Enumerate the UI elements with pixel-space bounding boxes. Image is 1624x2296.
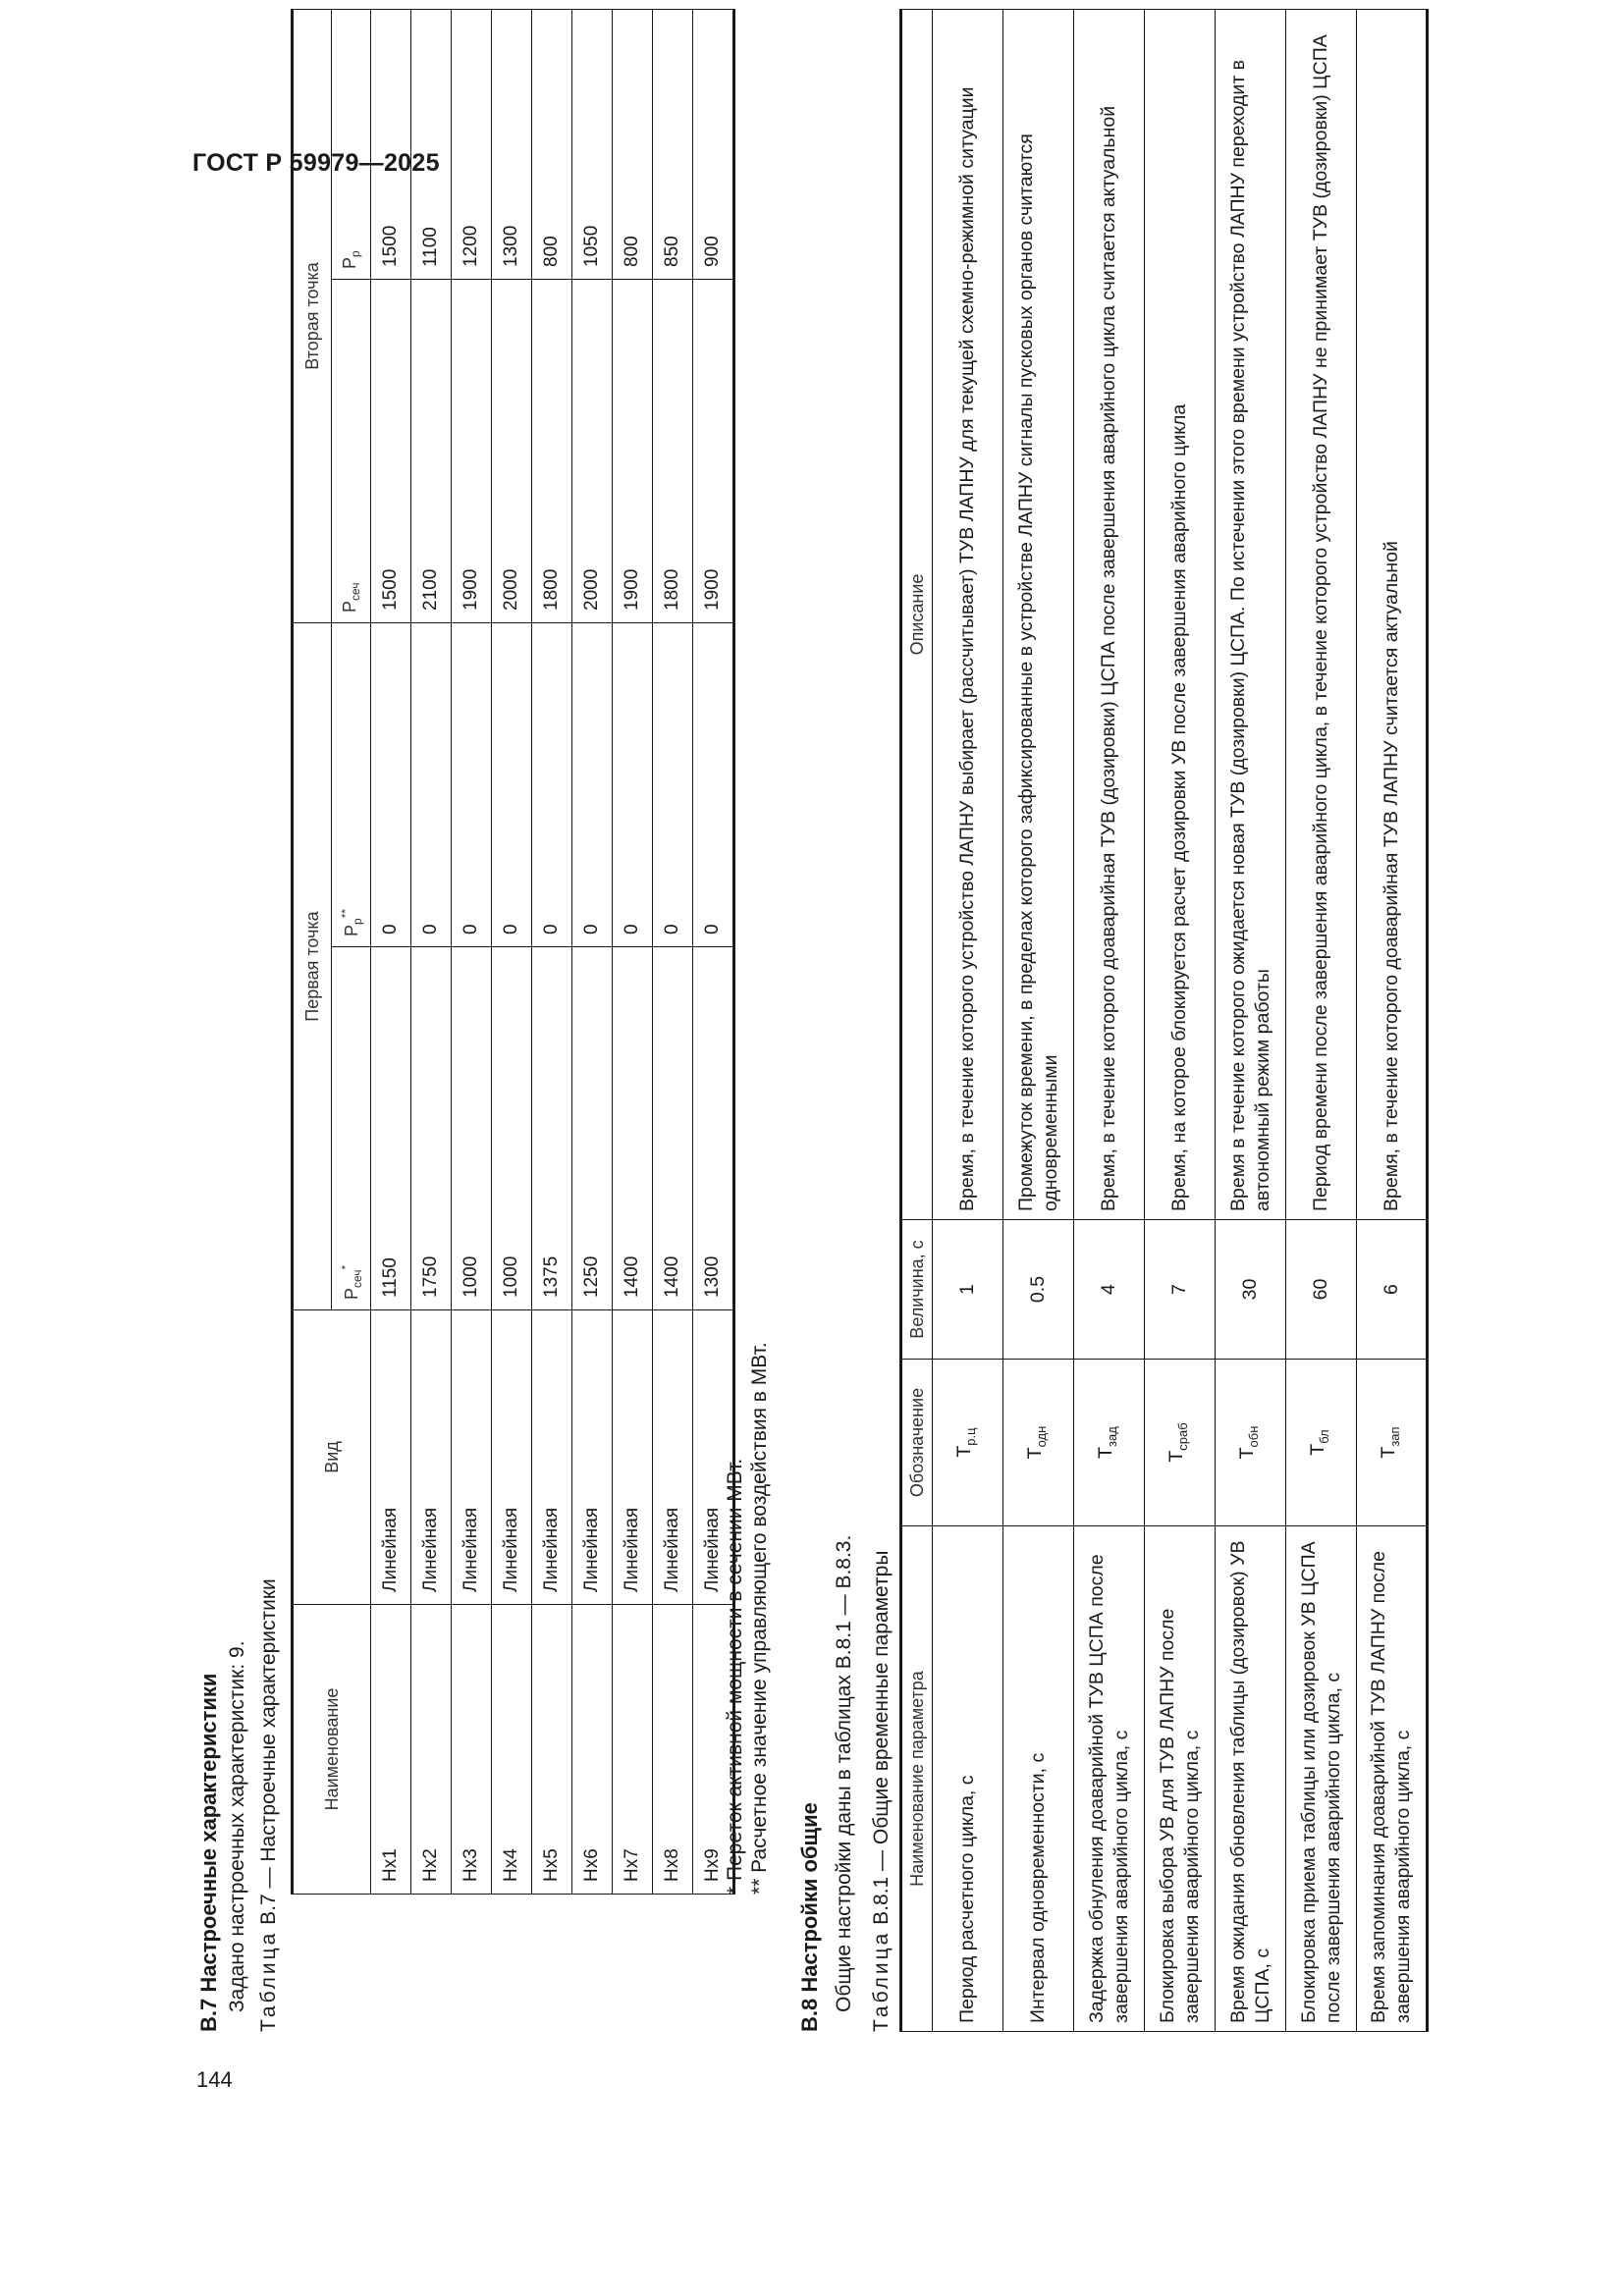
col-p-r-header: $P_р^{**}$ (332, 623, 371, 947)
col-value-header: Величина, с (901, 1220, 933, 1360)
document-code-header: ГОСТ Р 59979—2025 (192, 149, 440, 177)
col-second-point-header: Вторая точка (293, 9, 332, 622)
table-row: Время ожидания обновления таблицы (дозировок) УВ ЦСПА, с $T_{обн}$ 30 Время в течение которого ожидается новая ТУВ (дозировки) ЦСПА. По истечении этого времени устройство ЛАПНУ переходит в автономный режим работы (1216, 10, 1286, 2032)
footnote-1: * Переток активной мощности в сечении МВт. (724, 1458, 746, 1895)
page-number: 144 (196, 2067, 233, 2092)
table-row: Интервал одновременности, с $T_{одн}$ 0.5 Промежуток времени, в пределах которого зафиксированные в устройстве ЛАПНУ сигналы пусковых органов считаются одновременными (1003, 10, 1074, 2032)
section-b7-intro: Задано настроечных характеристик: 9. (226, 1640, 248, 2012)
table-row: Задержка обнуления доаварийной ТУВ ЦСПА после завершения аварийного цикла, с $T_{зад}$ 4 Время, в течение которого доаварийная ТУВ (дозировки) ЦСПА после завершения аварийного цикла считается актуальной (1074, 10, 1145, 2032)
table-word: Таблица (870, 1930, 893, 2032)
table-b7-caption (257, 1578, 281, 2032)
table-row: Hx4 Линейная 1000 0 2000 1300 (492, 9, 532, 1894)
footnote-2: ** Расчетное значение управляющего воздействия в МВт. (748, 1342, 771, 1895)
col-kind-header: Вид (293, 1310, 371, 1605)
col-name-header: Наименование (293, 1605, 371, 1895)
col-first-point-header: Первая точка (293, 623, 332, 1310)
table-b81-caption-text: В.8.1 — Общие временные параметры (870, 1550, 893, 1925)
table-row: Hx1 Линейная 1150 0 1500 1500 (371, 9, 411, 1894)
col-p-sech-header: $P_{сеч}^*$ (332, 947, 371, 1310)
table-row: Hx5 Линейная 1375 0 1800 800 (532, 9, 572, 1894)
table-b81 (899, 9, 1429, 2032)
table-row: Блокировка выбора УВ для ТУВ ЛАПНУ после завершения аварийного цикла, с $T_{сраб}$ 7 Время, на которое блокируется расчет дозировки УВ после завершения аварийного цикла (1145, 10, 1216, 2032)
table-row: Блокировка приема таблицы или дозировок УВ ЦСПА после завершения аварийного цикла, с $T_{бл}$ 60 Период времени после завершения аварийного цикла, в течение которого устройство ЛАПНУ не принимает ТУВ (дозировки) ЦСПА (1286, 10, 1357, 2032)
table-row: Hx8 Линейная 1400 0 1800 850 (653, 9, 693, 1894)
table-row: Hx9 Линейная 1300 0 1900 900 (693, 9, 734, 1894)
table-row: Hx7 Линейная 1400 0 1900 800 (613, 9, 653, 1894)
rotated-landscape-content (196, 0, 1512, 2032)
col-p-r2-header: $P_р$ (332, 9, 371, 279)
table-row: Hx6 Линейная 1250 0 2000 1050 (572, 9, 613, 1894)
col-symbol-header: Обозначение (901, 1360, 933, 1526)
section-b8-intro: Общие настройки даны в таблицах В.8.1 — В.8.3. (833, 1534, 855, 2012)
section-b8-heading: В.8 Настройки общие (797, 1802, 822, 2032)
section-b7-heading: В.7 Настроечные характеристики (196, 1673, 221, 2032)
table-row: Hx2 Линейная 1750 0 2100 1100 (411, 9, 452, 1894)
table-row: Период расчетного цикла, с $T_{р.ц}$ 1 Время, в течение которого устройство ЛАПНУ выбирает (рассчитывает) ТУВ ЛАПНУ для текущей схемно-режимной ситуации (933, 10, 1003, 2032)
col-p-sech2-header: $P_{сеч}$ (332, 280, 371, 623)
table-row: Время запоминания доаварийной ТУВ ЛАПНУ после завершения аварийного цикла, с $T_{зап}$ 6 Время, в течение которого доаварийная ТУВ ЛАПНУ считается актуальной (1357, 10, 1428, 2032)
col-param-header: Наименование параметра (901, 1526, 933, 2032)
table-row: Hx3 Линейная 1000 0 1900 1200 (452, 9, 492, 1894)
table-b7-caption-text: В.7 — Настроечные характеристики (257, 1578, 280, 1925)
col-description-header: Описание (901, 10, 933, 1220)
table-b81-caption (870, 1551, 893, 2032)
table-word-b7: Таблица (257, 1930, 280, 2032)
table-b7 (291, 9, 735, 1895)
